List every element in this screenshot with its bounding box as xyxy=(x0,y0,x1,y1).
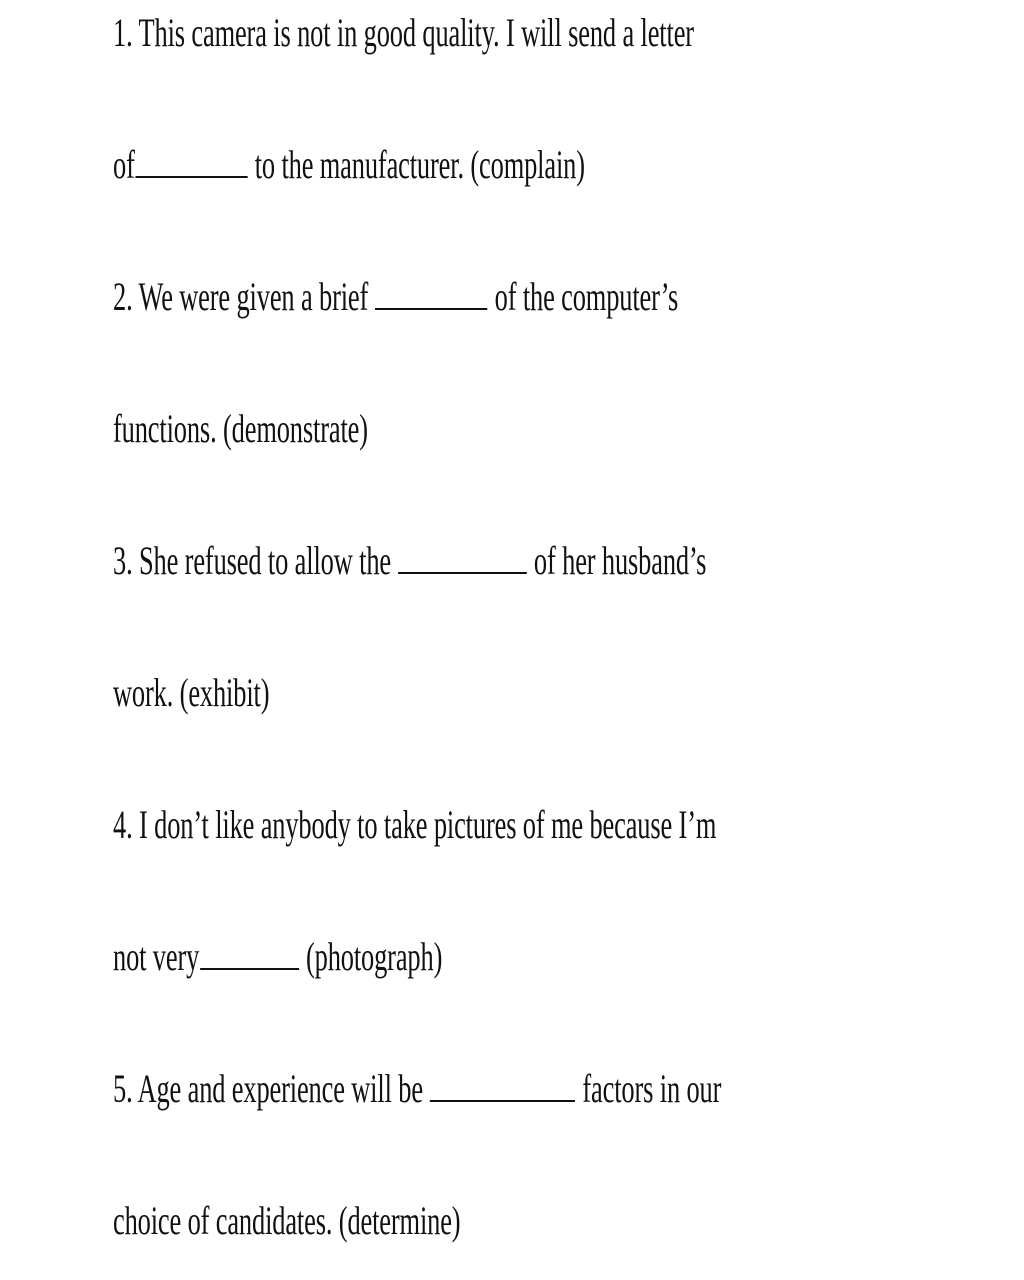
item-1-text-before-blank: of xyxy=(113,142,135,187)
item-4-text-before-blank: not very xyxy=(113,934,200,979)
item-5-line-2 xyxy=(113,1191,460,1251)
item-4-line-2 xyxy=(113,927,442,987)
item-1-line-2 xyxy=(113,135,585,195)
item-5-text-before-blank: 5. Age and experience will be xyxy=(113,1066,430,1111)
item-5-line-1 xyxy=(113,1059,721,1119)
item-2-line-2 xyxy=(113,399,368,459)
item-1-text: 1. This camera is not in good quality. I will send a letter xyxy=(113,10,694,55)
item-2-answer-blank[interactable] xyxy=(375,307,487,310)
item-3-line-2 xyxy=(113,663,269,723)
item-5-text-after-blank: factors in our xyxy=(575,1066,722,1111)
item-3-text-after-blank: of her husband’s xyxy=(527,538,707,583)
item-1-line-1 xyxy=(113,3,694,63)
item-3-line-1 xyxy=(113,531,706,591)
item-1-answer-blank[interactable] xyxy=(135,175,247,178)
item-5-text-continued: choice of candidates. (determine) xyxy=(113,1198,461,1243)
item-3-text-continued: work. (exhibit) xyxy=(113,670,270,715)
item-4-line-1 xyxy=(113,795,716,855)
item-2-text-continued: functions. (demonstrate) xyxy=(113,406,368,451)
item-5-answer-blank[interactable] xyxy=(430,1099,575,1102)
item-2-line-1 xyxy=(113,267,678,327)
item-2-text-before-blank: 2. We were given a brief xyxy=(113,274,375,319)
item-3-answer-blank[interactable] xyxy=(398,571,527,574)
item-1-text-after-blank: to the manufacturer. (complain) xyxy=(248,142,585,187)
item-4-text: 4. I don’t like anybody to take pictures of me because I’m xyxy=(113,802,717,847)
item-3-text-before-blank: 3. She refused to allow the xyxy=(113,538,398,583)
item-2-text-after-blank: of the computer’s xyxy=(488,274,679,319)
item-4-answer-blank[interactable] xyxy=(200,967,299,970)
item-4-text-after-blank: (photograph) xyxy=(299,934,443,979)
